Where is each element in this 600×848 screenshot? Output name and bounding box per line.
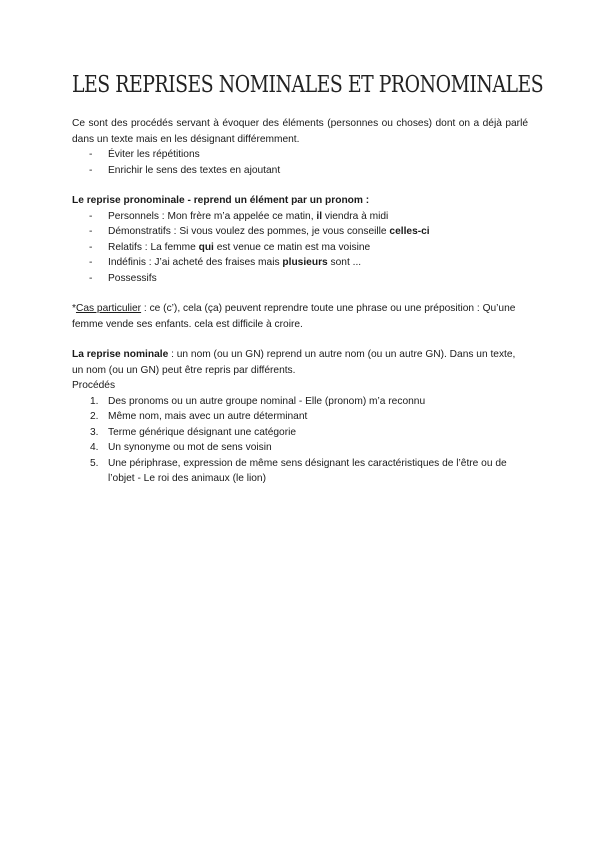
item-text: sont ... — [327, 257, 362, 268]
special-case-paragraph — [72, 301, 528, 332]
list-item — [72, 394, 528, 410]
item-number: 2. — [90, 411, 99, 422]
item-bold: celles-ci — [389, 226, 430, 237]
bullet-dash: - — [89, 149, 93, 160]
list-item — [72, 409, 528, 425]
nominal-label: La reprise nominale — [72, 349, 169, 360]
list-item-text: Éviter les répétitions — [108, 149, 200, 160]
bullet-dash: - — [89, 241, 93, 253]
bullet-dash: - — [89, 164, 93, 176]
list-item — [72, 209, 528, 225]
item-number: 4. — [90, 442, 99, 453]
bullet-dash: - — [89, 272, 93, 284]
special-case-label: Cas particulier — [75, 303, 142, 314]
bullet-dash: - — [89, 257, 93, 268]
nominal-text: : un nom (ou un GN) reprend un autre nom (ou un autre GN). Dans un texte, un nom (ou un GN) peut être repris par différents. — [72, 349, 516, 376]
pronominal-list — [72, 209, 528, 287]
item-bold: il — [316, 210, 323, 222]
bullet-dash: - — [89, 210, 93, 222]
nominal-paragraph — [72, 347, 528, 378]
pronominal-heading: Le reprise pronominale - reprend un élément par un pronom : — [72, 195, 370, 206]
list-item — [72, 147, 528, 163]
item-text: viendra à midi — [322, 210, 389, 222]
item-text: Possessifs — [108, 272, 157, 284]
item-text: Personnels : Mon frère m’a appelée ce matin, — [108, 210, 317, 222]
list-item — [72, 224, 528, 240]
list-item-text: Enrichir le sens des textes en ajoutant — [108, 164, 281, 176]
asterisk: * — [72, 303, 76, 314]
item-bold: plusieurs — [282, 257, 328, 268]
list-item — [72, 240, 528, 256]
item-text: Terme générique désignant une catégorie — [108, 426, 297, 438]
procedes-list — [72, 394, 528, 487]
document-body — [72, 116, 528, 487]
procedes-label: Procédés — [72, 380, 116, 391]
item-text: est venue ce matin est ma voisine — [213, 241, 371, 253]
item-text: Des pronoms ou un autre groupe nominal - Elle (pronom) m’a reconnu — [108, 395, 426, 407]
item-text: Indéfinis : J’ai acheté des fraises mais — [108, 257, 283, 268]
intro-list — [72, 147, 528, 178]
list-item — [72, 425, 528, 441]
item-text: Même nom, mais avec un autre déterminant — [108, 411, 308, 422]
bullet-dash: - — [89, 226, 93, 237]
special-case-text: : ce (c’), cela (ça) peuvent reprendre toute une phrase ou une préposition : Qu’une femme vende ses enfants. cela est difficile à croire. — [72, 303, 516, 330]
item-number: 1. — [90, 395, 99, 407]
list-item — [72, 255, 528, 271]
item-text: Démonstratifs : Si vous voulez des pommes, je vous conseille — [108, 226, 390, 237]
item-number: 3. — [90, 426, 99, 438]
list-item — [72, 440, 528, 456]
intro-paragraph: Ce sont des procédés servant à évoquer des éléments (personnes ou choses) dont on a déjà parlé dans un texte mais en les désignant différemment. — [72, 118, 528, 145]
item-text: Un synonyme ou mot de sens voisin — [108, 442, 272, 453]
list-item — [72, 456, 528, 487]
page-title: LES REPRISES NOMINALES ET PRONOMINALES — [72, 72, 544, 98]
item-number: 5. — [90, 457, 99, 469]
item-text: Une périphrase, expression de même sens désignant les caractéristiques de l’être ou de l’objet - Le roi des animaux (le lion) — [108, 457, 507, 484]
item-bold: qui — [198, 241, 214, 253]
list-item — [72, 271, 528, 287]
item-text: Relatifs : La femme — [108, 241, 199, 253]
list-item — [72, 163, 528, 179]
